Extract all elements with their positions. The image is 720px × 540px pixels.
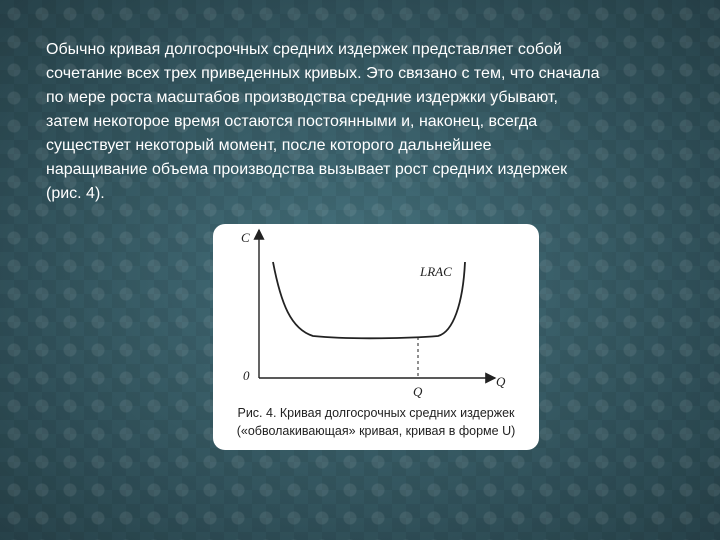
caption-line: («обволакивающая» кривая, кривая в форме U): [236, 424, 516, 438]
paragraph-line: Обычно кривая долгосрочных средних издержек представляет собой: [46, 41, 562, 58]
curve-label: LRAC: [420, 264, 452, 279]
paragraph-line: (рис. 4).: [46, 185, 105, 202]
origin-label: 0: [243, 368, 250, 383]
paragraph-line: существует некоторый момент, после которого дальнейшее: [46, 137, 492, 154]
marker-label: Q: [413, 384, 423, 399]
paragraph-line: сочетание всех трех приведенных кривых. Это связано с тем, что сначала: [46, 65, 600, 82]
lrac-chart: [213, 224, 539, 404]
slide-paragraph: [46, 38, 686, 206]
caption-line: Рис. 4. Кривая долгосрочных средних издержек: [237, 406, 515, 420]
paragraph-line: затем некоторое время остаются постоянными и, наконец, всегда: [46, 113, 538, 130]
paragraph-line: по мере роста масштабов производства средние издержки убывают,: [46, 89, 558, 106]
paragraph-line: наращивание объема производства вызывает рост средних издержек: [46, 161, 568, 178]
x-axis-label: Q: [496, 374, 506, 389]
y-axis-label: C: [241, 230, 250, 245]
figure-card: [213, 224, 539, 450]
figure-caption: [213, 404, 539, 440]
